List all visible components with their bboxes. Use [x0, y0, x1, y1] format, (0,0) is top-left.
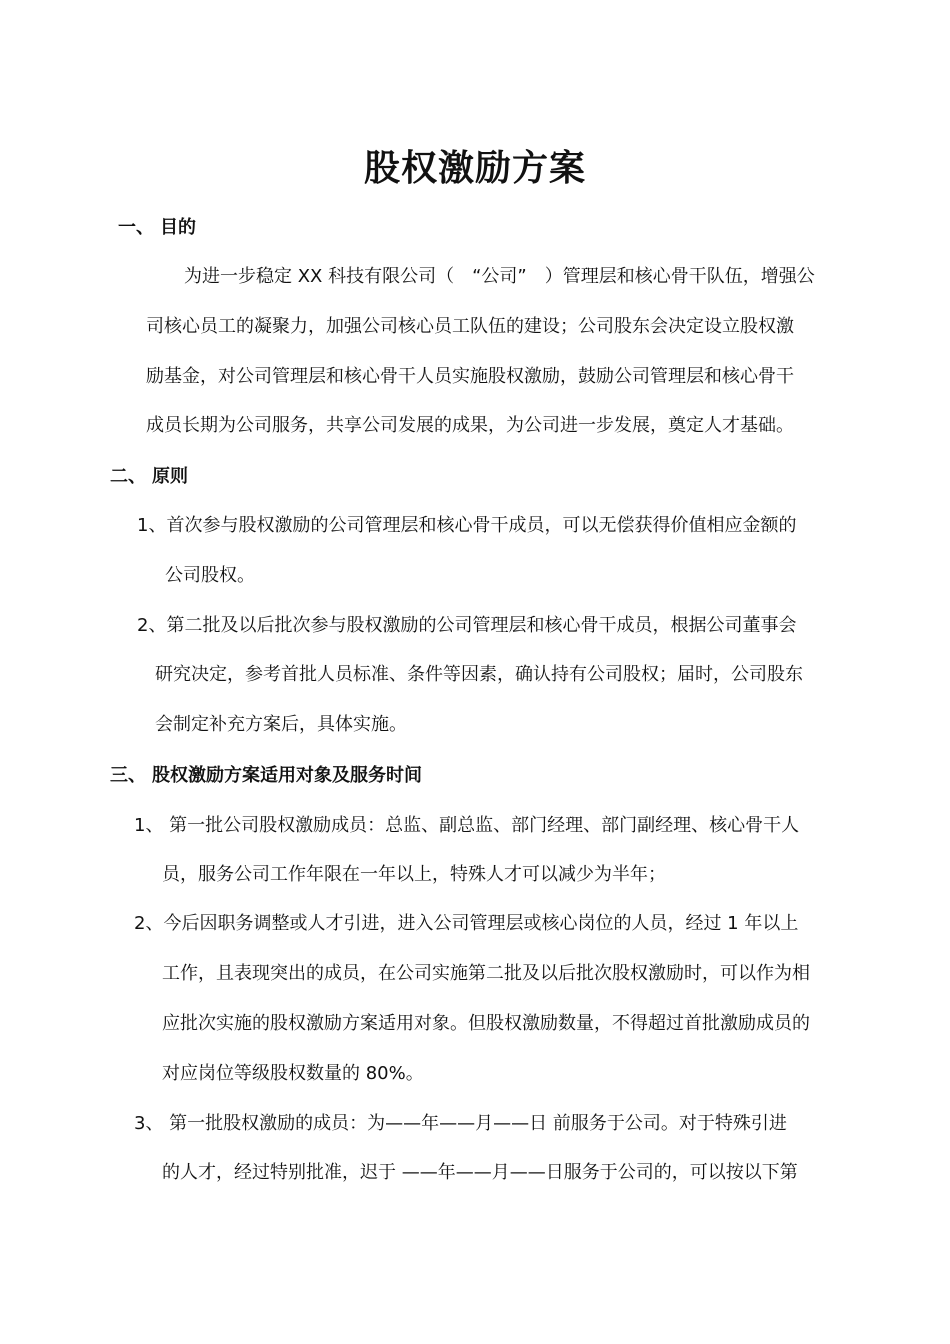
- list-item-line: 应批次实施的股权激励方案适用对象。但股权激励数量，不得超过首批激励成员的: [162, 1013, 810, 1034]
- section-number: 一、: [118, 217, 154, 238]
- section-number: 三、: [110, 765, 146, 786]
- section-title: 股权激励方案适用对象及服务时间: [152, 765, 422, 786]
- section-heading: [110, 462, 188, 488]
- list-item-line: 1、 第一批公司股权激励成员：总监、副总监、部门经理、部门副经理、核心骨干人: [134, 815, 800, 836]
- paragraph-line: 司核心员工的凝聚力，加强公司核心员工队伍的建设；公司股东会决定设立股权激: [146, 316, 794, 337]
- section-title: 原则: [152, 466, 188, 487]
- list-item-line: 公司股权。: [165, 565, 255, 586]
- list-item-line: 1、首次参与股权激励的公司管理层和核心骨干成员，可以无偿获得价值相应金额的: [137, 515, 797, 536]
- list-item-line: 工作，且表现突出的成员，在公司实施第二批及以后批次股权激励时，可以作为相: [162, 963, 810, 984]
- section-title: 目的: [160, 217, 196, 238]
- section-heading: [110, 761, 422, 787]
- list-item-line: 员，服务公司工作年限在一年以上，特殊人才可以减少为半年；: [162, 864, 666, 885]
- document-title: 股权激励方案: [363, 148, 586, 189]
- list-item-line: 2、今后因职务调整或人才引进，进入公司管理层或核心岗位的人员，经过 1 年以上: [134, 913, 799, 934]
- section-heading: [118, 213, 196, 239]
- list-item-line: 研究决定，参考首批人员标准、条件等因素，确认持有公司股权；届时，公司股东: [155, 664, 803, 685]
- list-item-line: 对应岗位等级股权数量的 80%。: [162, 1063, 424, 1084]
- list-item-line: 的人才，经过特别批准，迟于 ——年——月——日服务于公司的，可以按以下第: [162, 1162, 798, 1183]
- paragraph-line: 励基金，对公司管理层和核心骨干人员实施股权激励，鼓励公司管理层和核心骨干: [146, 366, 794, 387]
- section-number: 二、: [110, 466, 146, 487]
- list-item-line: 2、第二批及以后批次参与股权激励的公司管理层和核心骨干成员，根据公司董事会: [137, 615, 797, 636]
- paragraph-line: 成员长期为公司服务，共享公司发展的成果，为公司进一步发展，奠定人才基础。: [146, 415, 794, 436]
- list-item-line: 3、 第一批股权激励的成员：为——年——月——日 前服务于公司。对于特殊引进: [134, 1113, 787, 1134]
- paragraph-line: 为进一步稳定 XX 科技有限公司（ “公司” ）管理层和核心骨干队伍，增强公: [184, 266, 815, 287]
- list-item-line: 会制定补充方案后，具体实施。: [155, 714, 407, 735]
